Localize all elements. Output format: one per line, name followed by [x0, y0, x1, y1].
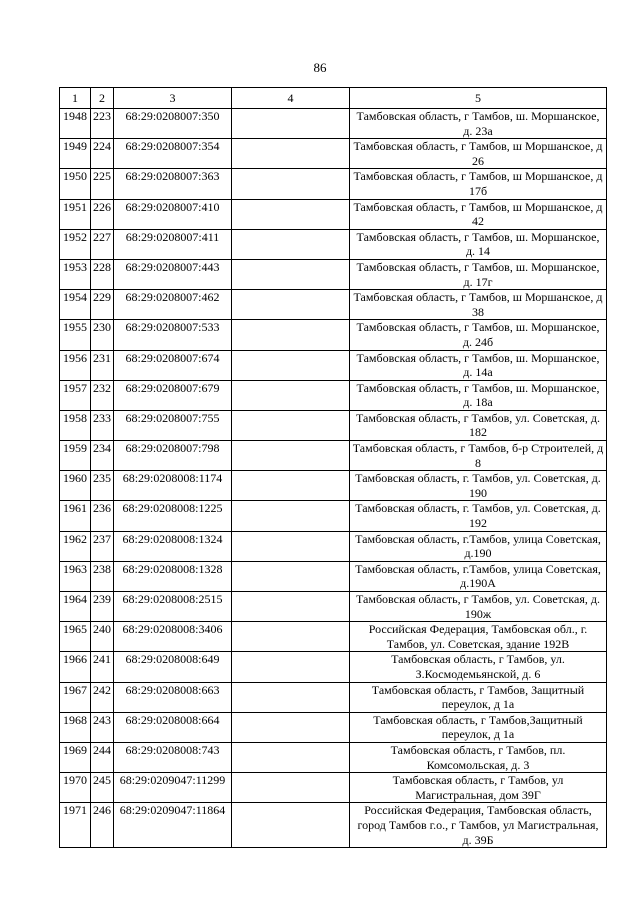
- row-number: 1966: [60, 652, 91, 682]
- table-header-row: [60, 88, 607, 109]
- table-row: [60, 199, 607, 229]
- cadastral-number: 68:29:0208007:679: [114, 380, 232, 410]
- table-row: [60, 380, 607, 410]
- empty-cell: [232, 652, 350, 682]
- address-cell: Тамбовская область, г. Тамбов, ул. Советская, д. 190: [350, 471, 607, 501]
- address-cell: Тамбовская область, г Тамбов, б-р Строителей, д 8: [350, 441, 607, 471]
- empty-cell: [232, 109, 350, 139]
- column-header: 3: [114, 88, 232, 109]
- row-number: 1957: [60, 380, 91, 410]
- address-cell: Тамбовская область, г Тамбов, пл. Комсомольская, д. 3: [350, 742, 607, 772]
- cadastral-number: 68:29:0208007:755: [114, 410, 232, 440]
- row-number: 1954: [60, 290, 91, 320]
- row-number: 1953: [60, 259, 91, 289]
- sub-number: 244: [91, 742, 114, 772]
- empty-cell: [232, 380, 350, 410]
- row-number: 1968: [60, 712, 91, 742]
- page-number: 86: [313, 60, 327, 75]
- table-row: [60, 259, 607, 289]
- cadastral-number: 68:29:0208007:411: [114, 229, 232, 259]
- column-header: 2: [91, 88, 114, 109]
- cadastral-number: 68:29:0208007:363: [114, 169, 232, 199]
- registry-table: [59, 87, 607, 848]
- cadastral-number: 68:29:0208008:1225: [114, 501, 232, 531]
- sub-number: 224: [91, 139, 114, 169]
- row-number: 1964: [60, 592, 91, 622]
- row-number: 1948: [60, 109, 91, 139]
- sub-number: 229: [91, 290, 114, 320]
- column-header: 5: [350, 88, 607, 109]
- row-number: 1969: [60, 742, 91, 772]
- row-number: 1970: [60, 773, 91, 803]
- sub-number: 225: [91, 169, 114, 199]
- sub-number: 238: [91, 561, 114, 591]
- address-cell: Тамбовская область, г Тамбов, ш. Моршанское, д. 17г: [350, 259, 607, 289]
- sub-number: 226: [91, 199, 114, 229]
- row-number: 1955: [60, 320, 91, 350]
- address-cell: Тамбовская область, г Тамбов, ул. Советская, д. 182: [350, 410, 607, 440]
- table-row: [60, 622, 607, 652]
- cadastral-number: 68:29:0208007:462: [114, 290, 232, 320]
- sub-number: 234: [91, 441, 114, 471]
- sub-number: 232: [91, 380, 114, 410]
- sub-number: 240: [91, 622, 114, 652]
- table-row: [60, 290, 607, 320]
- row-number: 1952: [60, 229, 91, 259]
- address-cell: Тамбовская область, г Тамбов, ш. Моршанское, д. 14: [350, 229, 607, 259]
- table-row: [60, 139, 607, 169]
- empty-cell: [232, 592, 350, 622]
- address-cell: Российская Федерация, Тамбовская обл., г. Тамбов, ул. Советская, здание 192В: [350, 622, 607, 652]
- cadastral-number: 68:29:0208008:664: [114, 712, 232, 742]
- address-cell: Тамбовская область, г Тамбов, ш Моршанское, д 17б: [350, 169, 607, 199]
- empty-cell: [232, 682, 350, 712]
- row-number: 1961: [60, 501, 91, 531]
- table-row: [60, 531, 607, 561]
- empty-cell: [232, 290, 350, 320]
- sub-number: 242: [91, 682, 114, 712]
- table-row: [60, 471, 607, 501]
- sub-number: 223: [91, 109, 114, 139]
- cadastral-number: 68:29:0208007:798: [114, 441, 232, 471]
- empty-cell: [232, 742, 350, 772]
- table-body: [60, 109, 607, 848]
- row-number: 1967: [60, 682, 91, 712]
- address-cell: Тамбовская область, г Тамбов, ул. Советская, д. 190ж: [350, 592, 607, 622]
- row-number: 1956: [60, 350, 91, 380]
- empty-cell: [232, 169, 350, 199]
- sub-number: 245: [91, 773, 114, 803]
- table-row: [60, 773, 607, 803]
- address-cell: Тамбовская область, г Тамбов, ул. З.Космодемьянской, д. 6: [350, 652, 607, 682]
- cadastral-number: 68:29:0208007:350: [114, 109, 232, 139]
- row-number: 1960: [60, 471, 91, 501]
- row-number: 1959: [60, 441, 91, 471]
- row-number: 1950: [60, 169, 91, 199]
- cadastral-number: 68:29:0208008:3406: [114, 622, 232, 652]
- cadastral-number: 68:29:0208008:1328: [114, 561, 232, 591]
- cadastral-number: 68:29:0208007:354: [114, 139, 232, 169]
- empty-cell: [232, 441, 350, 471]
- sub-number: 227: [91, 229, 114, 259]
- address-cell: Тамбовская область, г Тамбов, ш Моршанское, д 26: [350, 139, 607, 169]
- cadastral-number: 68:29:0208008:663: [114, 682, 232, 712]
- address-cell: Тамбовская область, г.Тамбов, улица Советская, д.190: [350, 531, 607, 561]
- address-cell: Тамбовская область, г.Тамбов, улица Советская, д.190А: [350, 561, 607, 591]
- table-row: [60, 109, 607, 139]
- cadastral-number: 68:29:0209047:11299: [114, 773, 232, 803]
- cadastral-number: 68:29:0208008:2515: [114, 592, 232, 622]
- address-cell: Тамбовская область, г Тамбов, ш. Моршанское, д. 14а: [350, 350, 607, 380]
- sub-number: 236: [91, 501, 114, 531]
- empty-cell: [232, 501, 350, 531]
- empty-cell: [232, 471, 350, 501]
- address-cell: Тамбовская область, г Тамбов, ш Моршанское, д 42: [350, 199, 607, 229]
- sub-number: 237: [91, 531, 114, 561]
- address-cell: Тамбовская область, г. Тамбов, ул. Советская, д. 192: [350, 501, 607, 531]
- table-row: [60, 501, 607, 531]
- row-number: 1949: [60, 139, 91, 169]
- address-cell: Тамбовская область, г Тамбов, Защитный переулок, д 1а: [350, 682, 607, 712]
- sub-number: 241: [91, 652, 114, 682]
- cadastral-number: 68:29:0208007:674: [114, 350, 232, 380]
- row-number: 1963: [60, 561, 91, 591]
- table-row: [60, 410, 607, 440]
- empty-cell: [232, 320, 350, 350]
- table-row: [60, 803, 607, 848]
- row-number: 1971: [60, 803, 91, 848]
- cadastral-number: 68:29:0208007:410: [114, 199, 232, 229]
- table-row: [60, 229, 607, 259]
- empty-cell: [232, 199, 350, 229]
- row-number: 1958: [60, 410, 91, 440]
- table-row: [60, 592, 607, 622]
- empty-cell: [232, 259, 350, 289]
- empty-cell: [232, 622, 350, 652]
- sub-number: 228: [91, 259, 114, 289]
- sub-number: 239: [91, 592, 114, 622]
- cadastral-number: 68:29:0208008:1324: [114, 531, 232, 561]
- empty-cell: [232, 139, 350, 169]
- sub-number: 246: [91, 803, 114, 848]
- cadastral-number: 68:29:0208007:443: [114, 259, 232, 289]
- cadastral-number: 68:29:0208008:743: [114, 742, 232, 772]
- table-row: [60, 169, 607, 199]
- sub-number: 235: [91, 471, 114, 501]
- table-row: [60, 350, 607, 380]
- address-cell: Тамбовская область, г Тамбов, ш. Моршанское, д. 23а: [350, 109, 607, 139]
- table-row: [60, 441, 607, 471]
- address-cell: Тамбовская область, г Тамбов, ш. Моршанское, д. 18а: [350, 380, 607, 410]
- row-number: 1965: [60, 622, 91, 652]
- sub-number: 230: [91, 320, 114, 350]
- table-row: [60, 320, 607, 350]
- sub-number: 243: [91, 712, 114, 742]
- cadastral-number: 68:29:0209047:11864: [114, 803, 232, 848]
- empty-cell: [232, 350, 350, 380]
- address-cell: Тамбовская область, г Тамбов, ш. Моршанское, д. 24б: [350, 320, 607, 350]
- empty-cell: [232, 773, 350, 803]
- address-cell: Тамбовская область, г Тамбов, ул Магистральная, дом 39Г: [350, 773, 607, 803]
- empty-cell: [232, 803, 350, 848]
- address-cell: Российская Федерация, Тамбовская область, город Тамбов г.о., г Тамбов, ул Магистральная, д. 39Б: [350, 803, 607, 848]
- empty-cell: [232, 531, 350, 561]
- cadastral-number: 68:29:0208008:649: [114, 652, 232, 682]
- cadastral-number: 68:29:0208008:1174: [114, 471, 232, 501]
- column-header: 4: [232, 88, 350, 109]
- table-row: [60, 712, 607, 742]
- table-row: [60, 652, 607, 682]
- sub-number: 233: [91, 410, 114, 440]
- table-row: [60, 682, 607, 712]
- empty-cell: [232, 229, 350, 259]
- sub-number: 231: [91, 350, 114, 380]
- row-number: 1962: [60, 531, 91, 561]
- empty-cell: [232, 410, 350, 440]
- address-cell: Тамбовская область, г Тамбов,Защитный переулок, д 1а: [350, 712, 607, 742]
- column-header: 1: [60, 88, 91, 109]
- cadastral-number: 68:29:0208007:533: [114, 320, 232, 350]
- row-number: 1951: [60, 199, 91, 229]
- empty-cell: [232, 712, 350, 742]
- address-cell: Тамбовская область, г Тамбов, ш Моршанское, д 38: [350, 290, 607, 320]
- table-row: [60, 742, 607, 772]
- table-row: [60, 561, 607, 591]
- empty-cell: [232, 561, 350, 591]
